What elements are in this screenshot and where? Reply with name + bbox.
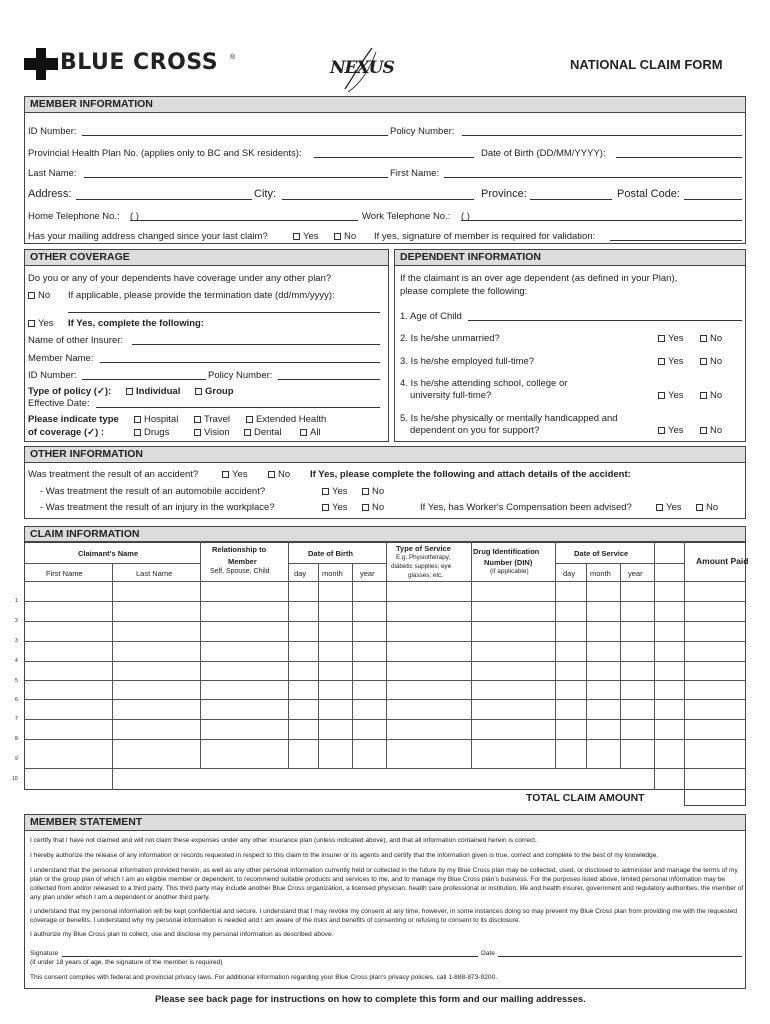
statement-authorize-release: I hereby authorize the release of any information or records requested in respect to this claim to the insurer or its agents and certify that the information given is true, correct and complete to the best of my knowledge.: [30, 852, 659, 859]
under-18-note: (if under 18 years of age, the signature of the member is required): [30, 959, 223, 966]
workplace-injury-question: - Was treatment the result of an injury in the workplace?: [40, 502, 275, 513]
checkbox-icon: [28, 320, 35, 327]
checkbox-icon: [322, 488, 329, 495]
dos-day-header: day: [563, 569, 576, 578]
service-type-header-3: diabetic supplies; eye: [391, 563, 452, 570]
claim-row-line: [24, 699, 746, 700]
dob-day-header: day: [294, 569, 307, 578]
complete-following-label: If Yes, complete the following:: [68, 318, 205, 329]
checkbox-icon: [700, 392, 707, 399]
checkbox-icon: [696, 504, 703, 511]
col-divider: [654, 541, 655, 790]
policy-number-field[interactable]: [462, 135, 742, 136]
checkbox-icon: [322, 504, 329, 511]
row-number: 6: [15, 697, 18, 703]
coverage-id-label: ID Number:: [28, 370, 77, 381]
service-type-header-2: E.g. Physiotherapy;: [396, 554, 451, 561]
claim-row-line: [24, 768, 746, 769]
home-phone-field[interactable]: [130, 220, 358, 221]
statement-authorize-collect: I authorize my Blue Cross plan to collect, use and disclose my personal information as described above.: [30, 931, 334, 938]
coverage-no-option[interactable]: No: [28, 290, 50, 301]
col-divider: [288, 541, 289, 768]
postal-code-field[interactable]: [684, 199, 742, 200]
work-phone-area: ( ): [461, 211, 470, 222]
claim-header-divider: [24, 581, 746, 582]
claim-row-line: [24, 641, 746, 642]
row-number: 2: [15, 618, 18, 624]
total-claim-amount-label: TOTAL CLAIM AMOUNT: [526, 792, 645, 804]
col-divider: [112, 563, 113, 790]
relationship-header-2: Member: [228, 557, 257, 566]
age-of-child-field[interactable]: [468, 320, 742, 321]
last-name-label: Last Name:: [28, 168, 77, 179]
row-number: 3: [15, 638, 18, 644]
of-coverage-label: of coverage (✓) :: [28, 427, 105, 438]
checkbox-icon: [134, 429, 141, 436]
home-phone-area: ( ): [130, 211, 139, 222]
row-number: 10: [12, 776, 18, 782]
statement-certify: I certify that I have not claimed and will not claim these expenses under any other insurance plan (unless indicated above), and that all information contained herein is correct.: [30, 837, 537, 844]
col-divider: [684, 541, 685, 790]
workers-comp-question: If Yes, has Worker's Compensation been advised?: [420, 502, 632, 513]
coverage-id-field[interactable]: [82, 379, 206, 380]
other-insurer-label: Name of other Insurer:: [28, 335, 124, 346]
checkbox-icon: [700, 427, 707, 434]
checkbox-icon: [658, 358, 665, 365]
workers-comp-yes[interactable]: Yes: [656, 502, 682, 513]
relationship-header-1: Relationship to: [212, 545, 267, 554]
date-of-service-header: Date of Service: [574, 549, 629, 558]
checkbox-icon: [244, 429, 251, 436]
auto-accident-no[interactable]: No: [362, 486, 384, 497]
dob-year-header: year: [360, 569, 375, 578]
date-label: Date: [481, 950, 495, 957]
row-number: 1: [15, 598, 18, 604]
dob-month-header: month: [322, 569, 343, 578]
workers-comp-no[interactable]: No: [696, 502, 718, 513]
id-number-field[interactable]: [82, 135, 388, 136]
first-name-header: First Name: [46, 569, 83, 578]
dos-month-header: month: [590, 569, 611, 578]
coverage-policy-label: Policy Number:: [208, 370, 273, 381]
coverage-policy-field[interactable]: [278, 379, 380, 380]
handicapped-question-1: 5. Is he/she physically or mentally handicapped and: [400, 413, 618, 424]
travel-option[interactable]: Travel: [194, 414, 230, 425]
checkbox-icon: [362, 488, 369, 495]
col-divider: [200, 541, 201, 768]
handicapped-question-2: dependent on you for support?: [410, 425, 540, 436]
coverage-yes-option[interactable]: Yes: [28, 318, 54, 329]
dob-label: Date of Birth (DD/MM/YYYY):: [481, 148, 606, 159]
row-number: 7: [15, 716, 18, 722]
signature-required-label: If yes, signature of member is required for validation:: [374, 231, 596, 242]
auto-accident-question: - Was treatment the result of an automobile accident?: [40, 486, 266, 497]
claim-row-line: [24, 719, 746, 720]
unmarried-no[interactable]: No: [700, 333, 722, 344]
checkbox-icon: [658, 392, 665, 399]
row-number: 9: [15, 756, 18, 762]
city-field[interactable]: [282, 199, 474, 200]
claim-row-line: [24, 621, 746, 622]
policy-number-label: Policy Number:: [390, 126, 455, 137]
row-number: 4: [15, 658, 18, 664]
school-question-2: university full-time?: [410, 390, 492, 401]
checkbox-icon: [334, 233, 341, 240]
checkbox-icon: [700, 335, 707, 342]
termination-date-field[interactable]: [68, 312, 380, 313]
policy-type-label: Type of policy (✓):: [28, 386, 112, 397]
drugs-option[interactable]: Drugs: [134, 427, 169, 438]
accident-question: Was treatment the result of an accident?: [28, 469, 199, 480]
provincial-plan-field[interactable]: [314, 157, 474, 158]
address-changed-yes[interactable]: Yes: [293, 231, 319, 242]
dob-field[interactable]: [616, 157, 742, 158]
claim-table-border: [24, 541, 749, 790]
amount-paid-header: Amount Paid: [696, 556, 749, 566]
statement-date-field[interactable]: [498, 956, 742, 957]
handicapped-no[interactable]: No: [700, 425, 722, 436]
member-name-label: Member Name:: [28, 353, 94, 364]
service-type-header-4: glasses; etc.: [408, 572, 443, 579]
member-info-header: MEMBER INFORMATION: [24, 96, 746, 113]
work-phone-label: Work Telephone No.:: [362, 211, 451, 222]
age-of-child-label: 1. Age of Child: [400, 311, 462, 322]
city-label: City:: [254, 188, 276, 200]
privacy-note: This consent complies with federal and provincial privacy laws. For additional information regarding your Blue Cross plan's privacy policies, call 1-888-873-9200.: [30, 974, 498, 981]
signature-field[interactable]: [62, 956, 478, 957]
individual-option[interactable]: Individual: [126, 386, 180, 397]
group-option[interactable]: Group: [195, 386, 234, 397]
checkbox-icon: [700, 358, 707, 365]
employed-yes[interactable]: Yes: [658, 356, 684, 367]
relationship-header-3: Self, Spouse, Child: [210, 568, 270, 575]
nexus-swoosh-icon: [340, 44, 380, 94]
claim-row-line: [24, 680, 746, 681]
checkbox-icon: [268, 471, 275, 478]
member-statement-header: MEMBER STATEMENT: [24, 814, 746, 831]
statement-personal-info: I understand that the personal information provided herein, as well as any other personal information currently held or collected in the future by my Blue Cross plan may be collected, used, or disclosed to administer and manage the terms of my plan or the group plan of which I am an eligible member or dependent, to recommend suitable products and services to me, and to manage my Blue Cross plan's business. For the purposes listed above, limited personal information may be collected from and/or released to a third party. This third party may include another Blue Cross organization, a licensed physician, health care professional or institution, life and health insurer, government and regulatory authorities, the member of any plan under which I am a dependent or another third party.: [30, 867, 744, 901]
signature-label: Signature: [30, 950, 59, 957]
dependent-intro-2: please complete the following:: [400, 286, 528, 297]
workplace-injury-no[interactable]: No: [362, 502, 384, 513]
accident-yes[interactable]: Yes: [222, 469, 248, 480]
col-divider: [586, 563, 587, 768]
checkbox-icon: [195, 388, 202, 395]
checkbox-icon: [194, 429, 201, 436]
accident-details-instruction: If Yes, please complete the following and attach details of the accident:: [310, 469, 631, 480]
checkbox-icon: [656, 504, 663, 511]
din-header-3: (if applicable): [490, 568, 529, 575]
effective-date-label: Effective Date:: [28, 398, 90, 409]
effective-date-field[interactable]: [96, 407, 380, 408]
form-title: NATIONAL CLAIM FORM: [570, 57, 723, 72]
checkbox-icon: [134, 416, 141, 423]
province-label: Province:: [481, 188, 527, 200]
other-coverage-header: OTHER COVERAGE: [24, 249, 389, 266]
claimant-name-header: Claimant's Name: [78, 549, 139, 558]
col-divider: [318, 563, 319, 768]
unmarried-yes[interactable]: Yes: [658, 333, 684, 344]
row-number: 5: [15, 678, 18, 684]
workplace-injury-yes[interactable]: Yes: [322, 502, 348, 513]
postal-code-label: Postal Code:: [617, 188, 680, 200]
claim-dob-subdivider: [288, 563, 386, 564]
handicapped-yes[interactable]: Yes: [658, 425, 684, 436]
address-changed-no[interactable]: No: [334, 231, 356, 242]
employed-no[interactable]: No: [700, 356, 722, 367]
claim-info-header: CLAIM INFORMATION: [24, 526, 746, 543]
hospital-option[interactable]: Hospital: [134, 414, 178, 425]
claim-row-line: [24, 739, 746, 740]
dependent-intro-1: If the claimant is an over age dependent (as defined in your Plan),: [400, 273, 678, 284]
address-label: Address:: [28, 188, 72, 200]
claim-table: [24, 541, 749, 806]
checkbox-icon: [658, 335, 665, 342]
checkbox-icon: [28, 292, 35, 299]
dependent-info-header: DEPENDENT INFORMATION: [394, 249, 746, 266]
brand-name: BLUE CROSS: [60, 50, 219, 75]
first-name-field[interactable]: [444, 177, 742, 178]
unmarried-question: 2. Is he/she unmarried?: [400, 333, 500, 344]
extended-health-option[interactable]: Extended Health: [246, 414, 326, 425]
brand-registered-mark: ®: [230, 54, 236, 61]
last-name-header: Last Name: [136, 569, 173, 578]
col-divider: [352, 563, 353, 768]
other-insurer-field[interactable]: [132, 344, 380, 345]
checkbox-icon: [300, 429, 307, 436]
row-number: 8: [15, 736, 18, 742]
total-claim-amount-field[interactable]: [684, 790, 746, 806]
checkbox-icon: [658, 427, 665, 434]
nexus-logo: NEXUS: [330, 58, 394, 78]
service-type-header-1: Type of Service: [396, 544, 451, 553]
col-divider: [386, 541, 387, 768]
province-field[interactable]: [530, 199, 612, 200]
claim-row-line: [24, 661, 746, 662]
coverage-question: Do you or any of your dependents have coverage under any other plan?: [28, 273, 332, 284]
col-divider: [555, 541, 556, 768]
accident-no[interactable]: No: [268, 469, 290, 480]
employed-question: 3. Is he/she employed full-time?: [400, 356, 535, 367]
last-name-field[interactable]: [84, 177, 388, 178]
statement-confidential: I understand that my personal information will be kept confidential and secure. I understand that I may revoke my consent at any time, however, in some instances doing so may prevent my Blue Cross plan from providing me with the requested coverage or benefits. I understand why my personal information is needed and I am aware of the risks and benefits of consenting or refusing to consent to its disclosure.: [30, 908, 737, 924]
checkbox-icon: [293, 233, 300, 240]
school-question-1: 4. Is he/she attending school, college or: [400, 378, 568, 389]
first-name-label: First Name:: [390, 168, 440, 179]
work-phone-field[interactable]: [461, 220, 742, 221]
school-yes[interactable]: Yes: [658, 390, 684, 401]
termination-label: If applicable, please provide the termination date (dd/mm/yyyy):: [68, 290, 335, 301]
vision-option[interactable]: Vision: [194, 427, 230, 438]
dob-header: Date of Birth: [308, 549, 353, 558]
other-info-header: OTHER INFORMATION: [24, 446, 746, 463]
coverage-member-name-field[interactable]: [100, 362, 380, 363]
validation-signature-field[interactable]: [610, 240, 742, 241]
checkbox-icon: [362, 504, 369, 511]
auto-accident-yes[interactable]: Yes: [322, 486, 348, 497]
col-divider: [620, 563, 621, 768]
footer-instructions: Please see back page for instructions on how to complete this form and our mailing addresses.: [155, 994, 586, 1005]
provincial-plan-label: Provincial Health Plan No. (applies only to BC and SK residents):: [28, 148, 302, 159]
blue-cross-logo: [24, 48, 58, 80]
dental-option[interactable]: Dental: [244, 427, 281, 438]
school-no[interactable]: No: [700, 390, 722, 401]
din-header-2: Number (DIN): [484, 558, 533, 567]
indicate-type-label: Please indicate type: [28, 414, 119, 425]
address-field[interactable]: [76, 199, 252, 200]
claim-row-line: [24, 601, 746, 602]
din-header-1: Drug Identification: [473, 547, 540, 556]
dos-year-header: year: [628, 569, 643, 578]
home-phone-label: Home Telephone No.:: [28, 211, 120, 222]
checkbox-icon: [194, 416, 201, 423]
checkbox-icon: [126, 388, 133, 395]
checkbox-icon: [246, 416, 253, 423]
id-number-label: ID Number:: [28, 126, 77, 137]
col-divider: [471, 541, 472, 768]
checkbox-icon: [222, 471, 229, 478]
all-option[interactable]: All: [300, 427, 321, 438]
address-changed-question: Has your mailing address changed since your last claim?: [28, 231, 268, 242]
